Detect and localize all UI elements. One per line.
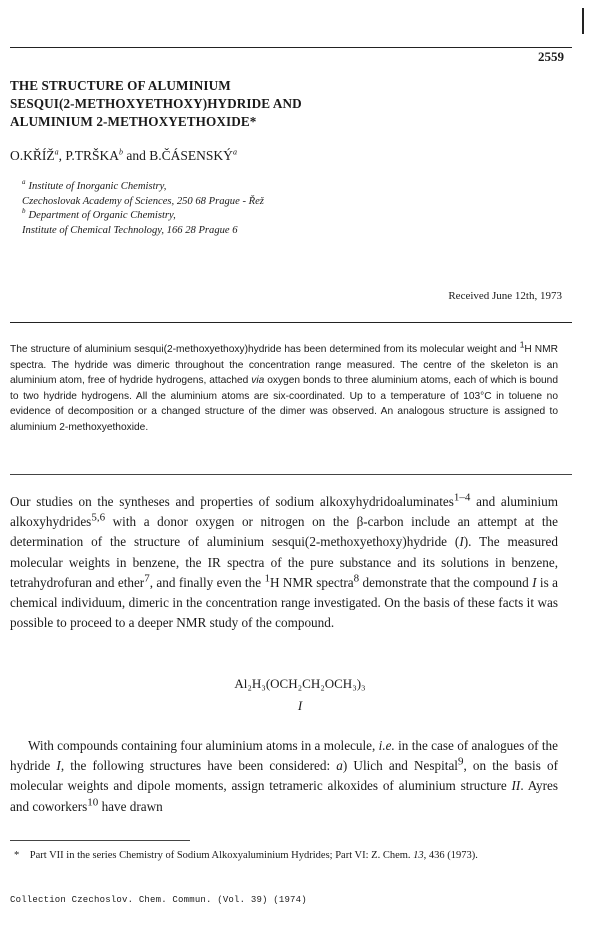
page-number: 2559 [538, 49, 564, 64]
reference-mark: 7 [144, 572, 150, 585]
formula-label: I [297, 698, 303, 713]
author-2-mark: b [119, 147, 124, 157]
author-1-mark: a [54, 147, 59, 157]
reference-mark: 10 [87, 796, 99, 809]
body-text: , on the basis of molecular weights and dipole moments, assign tetrameric alkoxides of aluminium structure [10, 758, 558, 794]
body-text: Our studies on the syntheses and properties of sodium alkoxyhydridoaluminates [10, 494, 454, 509]
footnote-volume: 13 [413, 850, 424, 861]
abstract-text: The structure of aluminium sesqui(2-methoxyethoxy)hydride has been determined from its molecular weight and [10, 344, 520, 355]
affiliation-b-text-1: Department of Organic Chemistry, [28, 210, 176, 221]
isotope-mark: 1 [264, 572, 270, 585]
footnote-rule [10, 840, 190, 841]
body-text: . Ayres and coworkers [10, 778, 558, 814]
author-separator: , [58, 148, 66, 163]
body-text: , and finally even the [149, 574, 265, 590]
body-text: and aluminium alkoxyhydrides [10, 494, 559, 530]
affiliation-b-line-2: Institute of Chemical Technology, 166 28 Prague 6 [22, 224, 238, 236]
compound-label: I [532, 574, 537, 590]
body-text: ) Ulich and Nespital [342, 758, 458, 774]
body-text: H NMR spectra [269, 574, 354, 590]
header-rule [10, 47, 572, 48]
author-3-mark: a [232, 147, 237, 157]
abstract-italic-via: via [251, 375, 265, 386]
footnote-text: Part VII in the series Chemistry of Sodium Alkoxyaluminium Hydrides; Part VI: Z. Chem. [29, 850, 414, 861]
compound-label: I [56, 758, 61, 774]
list-mark: a [336, 758, 343, 774]
affiliation-a-mark: a [22, 178, 26, 187]
body-paragraph-1 [10, 492, 558, 633]
author-separator: and [123, 148, 150, 163]
author-1: O.KŘÍŽ [10, 148, 55, 163]
author-list [10, 148, 237, 164]
affiliation-b-line-1 [22, 209, 264, 224]
italic-ie: i.e. [378, 738, 395, 753]
body-paragraph-2 [10, 736, 558, 817]
received-date: Received June 12th, 1973 [448, 290, 562, 302]
author-3: B.ČÁSENSKÝ [149, 148, 233, 163]
isotope-mark: 1 [519, 339, 525, 350]
reference-mark: 9 [457, 755, 464, 768]
footnote [14, 848, 559, 863]
footnote-mark: * [14, 850, 20, 861]
body-text: with a donor oxygen or nitrogen on the β-carbon include an attempt at the determination of the structure of aluminium sesqui(2-methoxyethoxy)hydride ( [10, 514, 558, 550]
author-2: P.TRŠKA [65, 148, 120, 163]
reference-mark: 1–4 [453, 491, 471, 504]
reference-mark: 5,6 [91, 511, 106, 524]
footnote-text: , 436 (1973). [423, 850, 478, 861]
body-text: ). The measured molecular weights in benzene, the IR spectra of the pure substance and its solutions in benzene, tetrahydrofuran and ether [10, 534, 558, 590]
title-line-2: SESQUI(2-METHOXYETHOXY)HYDRIDE AND [10, 96, 302, 111]
affiliations [22, 180, 264, 238]
affiliation-a-text-1: Institute of Inorganic Chemistry, [28, 181, 167, 192]
abstract-text: H NMR spectra. The hydride was dimeric throughout the concentration range measured. The centre of the skeleton is an aluminium atom, free of hydride hydrogens, attached [10, 344, 558, 386]
body-text: have drawn [98, 798, 163, 814]
body-text: in the case of analogues of the hydride [10, 738, 559, 774]
title-line-3: ALUMINIUM 2-METHOXYETHOXIDE* [10, 114, 257, 129]
affiliation-a-line-1 [22, 180, 264, 195]
article-title [10, 77, 570, 131]
affiliation-b-mark: b [22, 207, 26, 216]
chemical-formula: Al₂H₃(OCH₂CH₂OCH₃)₃ [234, 676, 366, 691]
compound-label: II [511, 778, 521, 794]
affiliation-a-line-2: Czechoslovak Academy of Sciences, 250 68 Prague - Řež [22, 195, 264, 207]
abstract-text: oxygen bonds to three aluminium atoms, each of which is bound to two hydride hydrogens. All the aluminium atoms are six-coordinated. Up to a temperature of 103°C in toluene no evidence of decomposition or a changed structure of the dimer was observed. An analogous structure is assigned to aluminium 2-methoxyethoxide. [10, 375, 558, 433]
abstract [10, 339, 558, 435]
body-text: With compounds containing four aluminium atoms in a molecule, [28, 738, 379, 753]
reference-mark: 8 [353, 572, 360, 585]
body-text: is a chemical individuum, dimeric in the concentration range investigated. On the basis of these facts it was possible to proceed to a deeper NMR study of the compound. [10, 574, 558, 631]
journal-citation: Collection Czechoslov. Chem. Commun. (Vol. 39) (1974) [10, 895, 307, 905]
edge-rule [582, 8, 584, 34]
body-text: , the following structures have been considered: [60, 758, 337, 774]
compound-label: I [459, 534, 464, 550]
abstract-bottom-rule [10, 474, 572, 475]
title-line-1: THE STRUCTURE OF ALUMINIUM [10, 78, 231, 93]
abstract-top-rule [10, 322, 572, 323]
body-text: demonstrate that the compound [359, 574, 533, 590]
